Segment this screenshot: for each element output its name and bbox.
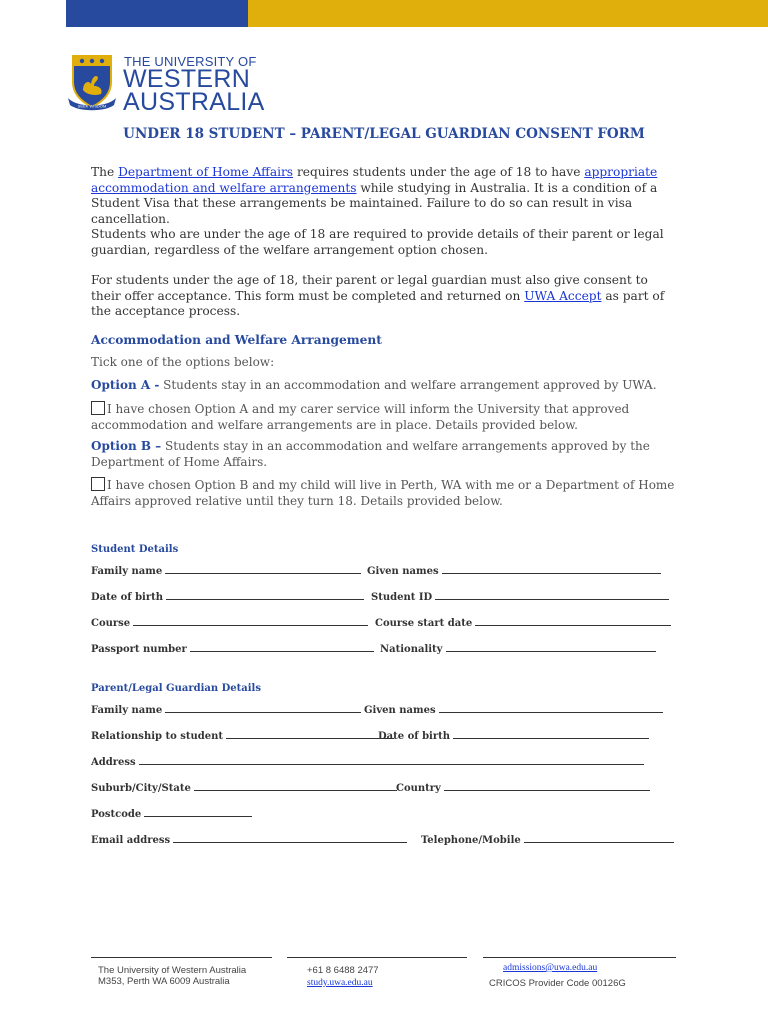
guardian-family-name-field[interactable] <box>91 703 361 716</box>
option-b-check-text: I have chosen Option B and my child will live in Perth, WA with me or a Department of Home Affairs approved relative until they turn 18. Details provided below. <box>91 478 675 508</box>
option-a-checkbox[interactable] <box>91 401 105 415</box>
guardian-address-label: Address <box>91 757 136 768</box>
option-b-row <box>91 477 681 509</box>
accommodation-welfare-link[interactable]: appropriate accommodation and welfare arrangements <box>91 165 658 195</box>
footer-cricos: CRICOS Provider Code 00126G <box>489 978 626 989</box>
guardian-postcode-field[interactable] <box>91 807 252 820</box>
intro-paragraph-3 <box>91 273 676 320</box>
footer-divider-1 <box>91 957 272 958</box>
intro-paragraph-2: Students who are under the age of 18 are required to provide details of their parent or legal guardian, regardless of the welfare arrangement option chosen. <box>91 227 664 257</box>
student-id-line[interactable] <box>435 590 669 600</box>
guardian-dob-label: Date of birth <box>378 731 451 742</box>
student-course-label: Course <box>91 618 131 629</box>
guardian-dob-field[interactable] <box>378 729 649 742</box>
guardian-phone-line[interactable] <box>524 833 674 843</box>
student-dob-label: Date of birth <box>91 592 164 603</box>
student-given-names-line[interactable] <box>442 564 661 574</box>
student-family-name-field[interactable] <box>91 564 361 577</box>
option-a-description <box>91 378 681 394</box>
student-course-start-label: Course start date <box>375 618 473 629</box>
footer-address-line-1: The University of Western Australia <box>98 965 247 976</box>
student-nationality-field[interactable] <box>380 642 656 655</box>
tick-instruction: Tick one of the options below: <box>91 355 275 369</box>
guardian-given-names-line[interactable] <box>439 703 663 713</box>
footer-email-link[interactable]: admissions@uwa.edu.au <box>503 963 598 973</box>
guardian-country-label: Country <box>396 783 441 794</box>
student-passport-field[interactable] <box>91 642 374 655</box>
student-course-line[interactable] <box>133 616 368 626</box>
student-details-heading: Student Details <box>91 544 179 555</box>
option-b-label: Option B – <box>91 439 162 453</box>
student-nationality-label: Nationality <box>380 644 443 655</box>
student-course-start-line[interactable] <box>475 616 671 626</box>
footer-admissions <box>489 963 626 989</box>
uwa-accept-link[interactable]: UWA Accept <box>524 288 602 303</box>
footer-divider-2 <box>287 957 467 958</box>
guardian-relationship-line[interactable] <box>226 729 394 739</box>
option-a-check-text: I have chosen Option A and my carer service will inform the University that approved accommodation and welfare arrangements are in place. Details provided below. <box>91 402 630 432</box>
guardian-details-heading: Parent/Legal Guardian Details <box>91 683 261 694</box>
guardian-address-line[interactable] <box>139 755 644 765</box>
student-given-names-label: Given names <box>367 566 439 577</box>
student-passport-label: Passport number <box>91 644 187 655</box>
guardian-phone-field[interactable] <box>421 833 674 846</box>
guardian-country-field[interactable] <box>396 781 650 794</box>
intro-paragraph-1 <box>91 165 676 227</box>
guardian-email-line[interactable] <box>173 833 407 843</box>
student-dob-line[interactable] <box>166 590 364 600</box>
student-id-field[interactable] <box>371 590 669 603</box>
logo-line-3: AUSTRALIA <box>123 88 265 116</box>
guardian-suburb-line[interactable] <box>194 781 397 791</box>
option-b-checkbox[interactable] <box>91 477 105 491</box>
intro-p1-mid: requires students under the age of 18 to have <box>293 165 585 179</box>
footer-divider-3 <box>483 957 676 958</box>
guardian-postcode-label: Postcode <box>91 809 142 820</box>
intro-p1-pre: The <box>91 165 119 179</box>
guardian-given-names-field[interactable] <box>364 703 663 716</box>
footer-address-line-2: M353, Perth WA 6009 Australia <box>98 976 230 987</box>
guardian-country-line[interactable] <box>444 781 650 791</box>
student-given-names-field[interactable] <box>367 564 661 577</box>
student-id-label: Student ID <box>371 592 433 603</box>
university-logo <box>67 52 265 116</box>
form-title: UNDER 18 STUDENT – PARENT/LEGAL GUARDIAN CONSENT FORM <box>123 126 645 142</box>
header-bar-gold <box>248 0 768 27</box>
logo-motto: SEEK WISDOM <box>77 103 107 109</box>
footer-address <box>98 965 246 987</box>
footer-contact <box>307 965 379 989</box>
option-b-description <box>91 439 681 470</box>
accommodation-heading: Accommodation and Welfare Arrangement <box>91 333 382 347</box>
guardian-dob-line[interactable] <box>453 729 649 739</box>
option-a-row <box>91 401 681 433</box>
intro-p3-pre: For students under the age of 18, their parent or legal guardian must also give consent to their offer acceptance. This form must be completed and returned on <box>91 273 648 303</box>
student-course-field[interactable] <box>91 616 368 629</box>
home-affairs-link[interactable]: Department of Home Affairs <box>118 165 294 179</box>
guardian-email-label: Email address <box>91 835 171 846</box>
student-family-name-line[interactable] <box>165 564 361 574</box>
option-a-text: Students stay in an accommodation and welfare arrangement approved by UWA. <box>159 378 657 392</box>
intro-p1-post: while studying in Australia. It is a condition of a Student Visa that these arrangements be maintained. Failure to do so can result in visa cancellation. <box>91 180 658 226</box>
guardian-family-name-label: Family name <box>91 705 163 716</box>
guardian-family-name-line[interactable] <box>165 703 361 713</box>
student-dob-field[interactable] <box>91 590 364 603</box>
footer-website-link[interactable]: study.uwa.edu.au <box>307 978 373 988</box>
guardian-suburb-field[interactable] <box>91 781 397 794</box>
guardian-postcode-line[interactable] <box>144 807 252 817</box>
guardian-relationship-label: Relationship to student <box>91 731 224 742</box>
student-nationality-line[interactable] <box>446 642 656 652</box>
student-family-name-label: Family name <box>91 566 163 577</box>
footer-phone: +61 8 6488 2477 <box>307 965 379 976</box>
logo-line-2: WESTERN <box>123 65 251 93</box>
guardian-email-field[interactable] <box>91 833 407 846</box>
guardian-relationship-field[interactable] <box>91 729 394 742</box>
intro-p3-post: as part of the acceptance process. <box>91 288 665 318</box>
guardian-address-field[interactable] <box>91 755 644 768</box>
guardian-phone-label: Telephone/Mobile <box>421 835 521 846</box>
header-bar-blue <box>66 0 248 27</box>
guardian-given-names-label: Given names <box>364 705 436 716</box>
swan-crest-icon <box>67 52 117 112</box>
option-a-label: Option A - <box>91 378 160 392</box>
student-course-start-field[interactable] <box>375 616 671 629</box>
student-passport-line[interactable] <box>190 642 374 652</box>
option-b-text: Students stay in an accommodation and welfare arrangements approved by the Department of Home Affairs. <box>91 439 650 469</box>
guardian-suburb-label: Suburb/City/State <box>91 783 191 794</box>
logo-line-1: THE UNIVERSITY OF <box>124 54 257 69</box>
